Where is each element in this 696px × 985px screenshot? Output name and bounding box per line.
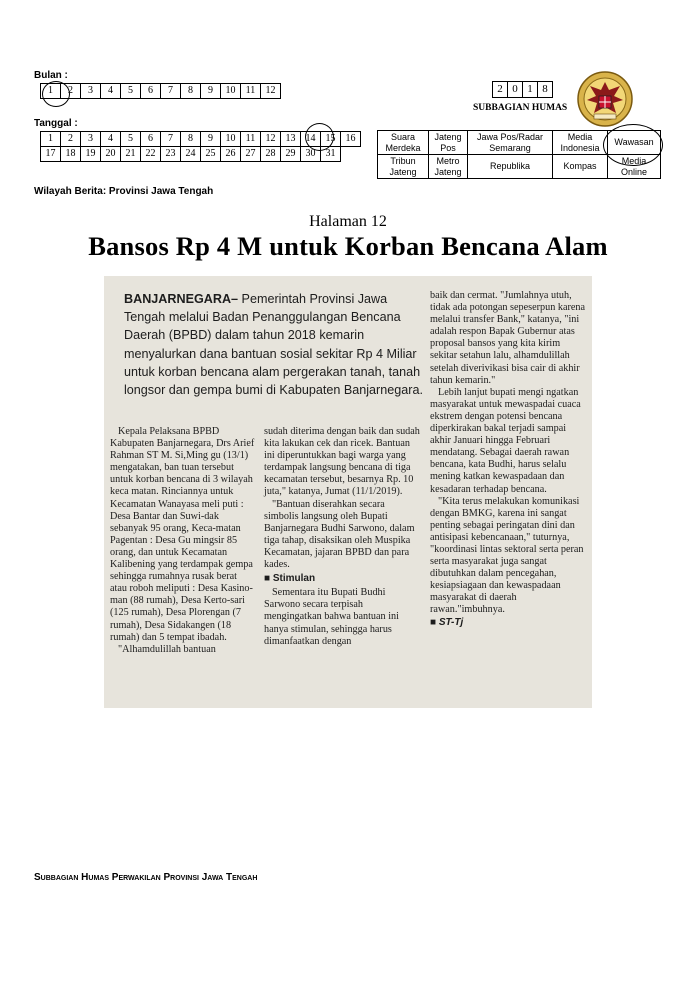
tanggal-cell: 30 bbox=[301, 147, 321, 162]
tanggal-cell: 31 bbox=[321, 147, 341, 162]
lead-text: Pemerintah Provinsi Jawa Tengah melalui Badan Penanggulangan Bencana Daerah (BPBD) dalam tahun 2018 kemarin menyalurkan dana bantuan sosial sekitar Rp 4 Miliar untuk korban bencana alam pergerakan tanah, tanah longsor dan gempa bumi di Kabupaten Banjarnegara. bbox=[124, 292, 423, 398]
column-1 bbox=[110, 426, 256, 656]
tanggal-cell: 23 bbox=[161, 147, 181, 162]
subheading: ■ Stimulan bbox=[264, 573, 316, 585]
media-metro-jateng: Metro Jateng bbox=[429, 155, 468, 179]
article-lead bbox=[124, 290, 424, 399]
page-number: Halaman 12 bbox=[309, 213, 387, 230]
column-3 bbox=[430, 290, 586, 629]
tanggal-cell: 21 bbox=[121, 147, 141, 162]
tanggal-label: Tanggal : bbox=[34, 118, 78, 129]
bulan-cell: 6 bbox=[141, 84, 161, 99]
tanggal-cell: 14 bbox=[301, 132, 321, 147]
bulan-cell: 5 bbox=[121, 84, 141, 99]
footer-text: Subbagian Humas Perwakilan Provinsi Jawa Tengah bbox=[34, 872, 258, 883]
tanggal-cell: 12 bbox=[261, 132, 281, 147]
tanggal-cell: 22 bbox=[141, 147, 161, 162]
media-jateng-pos: Jateng Pos bbox=[429, 131, 468, 155]
subheading-text: Stimulan bbox=[272, 573, 316, 585]
media-media-online: Media Online bbox=[608, 155, 661, 179]
tanggal-cell: 18 bbox=[61, 147, 81, 162]
col2-paragraph: Sementara itu Bupati Budhi Sarwono secara terpisah mengingatkan bahwa bantuan ini hanya stimulan, sehingga harus dimanfaatkan dengan bbox=[264, 587, 399, 647]
media-circle bbox=[603, 124, 663, 166]
tanggal-cell: 7 bbox=[161, 132, 181, 147]
bulan-cell: 1 bbox=[41, 84, 61, 99]
tanggal-cell: 25 bbox=[201, 147, 221, 162]
bulan-grid bbox=[40, 83, 281, 99]
column-2 bbox=[264, 426, 420, 648]
tanggal-cell: 27 bbox=[241, 147, 261, 162]
tanggal-cell: 6 bbox=[141, 132, 161, 147]
media-wawasan: Wawasan bbox=[608, 131, 661, 155]
bulan-cell: 2 bbox=[61, 84, 81, 99]
year-box bbox=[492, 79, 552, 98]
tanggal-cell: 3 bbox=[81, 132, 101, 147]
tanggal-cell: 15 bbox=[321, 132, 341, 147]
tanggal-cell: 8 bbox=[181, 132, 201, 147]
year-digit: 1 bbox=[522, 81, 538, 98]
tanggal-circle bbox=[305, 123, 334, 151]
tanggal-cell: 10 bbox=[221, 132, 241, 147]
tanggal-cell: 1 bbox=[41, 132, 61, 147]
col1-paragraph: "Alhamdulillah bantuan bbox=[118, 643, 216, 655]
bulan-cell: 9 bbox=[201, 84, 221, 99]
bulan-cell: 11 bbox=[241, 84, 261, 99]
garuda-emblem-icon bbox=[576, 70, 634, 128]
bulan-cell: 8 bbox=[181, 84, 201, 99]
tanggal-cell: 24 bbox=[181, 147, 201, 162]
dept-name: SUBBAGIAN HUMAS bbox=[473, 103, 568, 113]
tanggal-cell: 20 bbox=[101, 147, 121, 162]
tanggal-cell: 5 bbox=[121, 132, 141, 147]
wilayah-berita: Wilayah Berita: Provinsi Jawa Tengah bbox=[34, 186, 214, 197]
media-jawa-pos: Jawa Pos/Radar Semarang bbox=[468, 131, 553, 155]
col1-paragraph: Kepala Pelaksana BPBD Kabupaten Banjarnegara, Drs Arief Rahman ST M. Si,Ming gu (13/1) mengatakan, ban tuan tersebut untuk korban bencana di 3 wilayah keca matan. Rinciannya untuk Kecamatan Wanayasa meli puti : Desa Bantar dan Suwi-dak sebanyak 95 orang, Keca-matan Pagentan : Desa Gu mingsir 85 orang, dan untuk Kecamatan Kalibening yang terdampak gempa sehingga rumahnya rusak berat atau roboh meliputi : Desa Kasino-man (88 rumah), Desa Kerto-sari (125 rumah), Desa Plorengan (7 rumah), Desa Sidakangen (18 rumah) dan 5 tempat ibadah. bbox=[110, 426, 255, 643]
col3-paragraph: "Kita terus melakukan komunikasi dengan BMKG, karena ini sangat penting sebagai peringatan dini dan antisipasi kebencanaan," tuturnya, "koordinasi lintas sektoral serta peran serta masyarakat juga sangat dibutuhkan dalam pencegahan, kesiapsiagaan dan kewaspadaan masyarakat di daerah rawan."imbuhnya. bbox=[430, 495, 584, 616]
tanggal-cell: 13 bbox=[281, 132, 301, 147]
tanggal-cell: 19 bbox=[81, 147, 101, 162]
media-kompas: Kompas bbox=[553, 155, 608, 179]
tanggal-cell: 28 bbox=[261, 147, 281, 162]
col3-paragraph: baik dan cermat. "Jumlahnya utuh, tidak ada potongan sepeserpun karena melalui transfer Bank," katanya, "ini adalah respon Bapak Gubernur atas proposal bansos yang kita kirim sekitar setahun lalu, alhamdulillah setelah diverivikasi bisa cair di akhir tahun kemarin." bbox=[430, 290, 586, 386]
tanggal-cell: 4 bbox=[101, 132, 121, 147]
news-clipping bbox=[104, 276, 592, 708]
tanggal-cell: 16 bbox=[341, 132, 361, 147]
bulan-cell: 12 bbox=[261, 84, 281, 99]
tanggal-cell: 11 bbox=[241, 132, 261, 147]
media-tribun-jateng: Tribun Jateng bbox=[378, 155, 429, 179]
tanggal-cell: 2 bbox=[61, 132, 81, 147]
media-media-indonesia: Media Indonesia bbox=[553, 131, 608, 155]
year-digit: 2 bbox=[492, 81, 508, 98]
tanggal-cell: 29 bbox=[281, 147, 301, 162]
tanggal-cell: 9 bbox=[201, 132, 221, 147]
bulan-cell: 7 bbox=[161, 84, 181, 99]
dateline: BANJARNEGARA– bbox=[124, 292, 239, 306]
media-republika: Republika bbox=[468, 155, 553, 179]
year-digit: 0 bbox=[507, 81, 523, 98]
col2-paragraph: sudah diterima dengan baik dan sudah kita lakukan cek dan ricek. Bantuan ini diperuntukkan bagi warga yang terdampak langsung bencana di tiga kecamatan tersebut, besarnya Rp. 10 juta," katanya, Jumat (11/1/2019). bbox=[264, 426, 420, 498]
media-suara-merdeka: Suara Merdeka bbox=[378, 131, 429, 155]
bulan-label: Bulan : bbox=[34, 70, 68, 81]
col2-paragraph: "Bantuan diserahkan secara simbolis langsung oleh Bupati Banjarnegara Budhi Sarwono, dalam tiga tahap, disaksikan oleh Muspika Kecamatan, jajaran BPBD dan para kades. bbox=[264, 498, 415, 571]
col3-paragraph: Lebih lanjut bupati mengi ngatkan masyarakat untuk mewaspadai cuaca ekstrem dengan potensi bencana diperkirakan bakal terjadi sampai akhir Januari hingga Februari mendatang. Sebagai daerah rawan bencana, kata Budhi, harus selalu mening katkan kewaspadaan dan kesadaran terhadap bencana. bbox=[430, 386, 581, 495]
bulan-cell: 3 bbox=[81, 84, 101, 99]
tanggal-cell: 26 bbox=[221, 147, 241, 162]
tanggal-cell: 17 bbox=[41, 147, 61, 162]
year-digit: 8 bbox=[537, 81, 553, 98]
bulan-cell: 4 bbox=[101, 84, 121, 99]
headline: Bansos Rp 4 M untuk Korban Bencana Alam bbox=[88, 231, 608, 261]
bulan-cell: 10 bbox=[221, 84, 241, 99]
signature: ■ ST-Tj bbox=[430, 616, 464, 628]
bulan-circle bbox=[42, 81, 70, 107]
